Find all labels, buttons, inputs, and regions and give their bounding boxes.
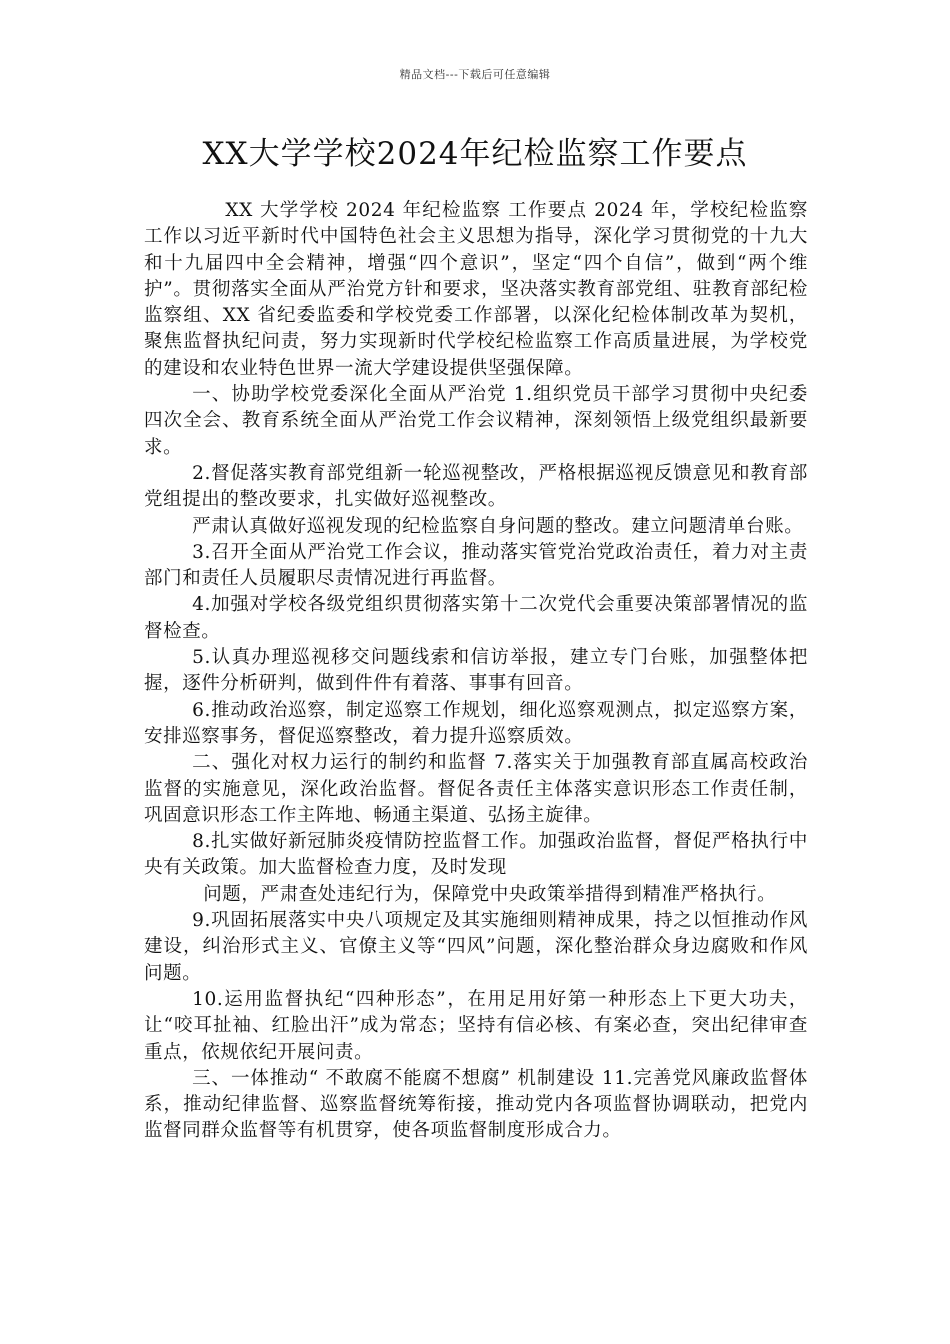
paragraph-item-2-continued: 严肃认真做好巡视发现的纪检监察自身问题的整改。建立问题清单台账。 [192, 515, 804, 537]
paragraph-intro: XX 大学学校 2024 年纪检监察 工作要点 2024 年，学校纪检监察工作以习近平新时代中国特色社会主义思想为指导，深化学习贯彻党的十九大和十九届四中全会精神，增强“四个意识”，坚定“四个自信”，做到“两个维护”。贯彻落实全面从严治党方针和要求，坚决落实教育部党组、驻教育部纪检监察组、XX 省纪委监委和学校党委工作部署，以深化纪检体制改革为契机，聚焦监督执纪问责，努力实现新时代学校纪检监察工作高质量进展，为学校党的建设和农业特色世界一流大学建设提供坚强保障。 [144, 200, 808, 379]
header-note: 精品文档---下载后可任意编辑 [399, 68, 551, 81]
paragraph-section-2: 二、强化对权力运行的制约和监督 7.落实关于加强教育部直属高校政治监督的实施意见，深化政治监督。督促各责任主体落实意识形态工作责任制，巩固意识形态工作主阵地、畅通主渠道、弘扬主旋律。 [144, 752, 808, 826]
paragraph-item-5: 5.认真办理巡视移交问题线索和信访举报，建立专门台账，加强整体把握，逐件分析研判，做到件件有着落、事事有回音。 [144, 647, 808, 695]
paragraph-item-9: 9.巩固拓展落实中央八项规定及其实施细则精神成果，持之以恒推动作风建设，纠治形式主义、官僚主义等“四风”问题，深化整治群众身边腐败和作风问题。 [144, 910, 808, 984]
paragraph-item-4: 4.加强对学校各级党组织贯彻落实第十二次党代会重要决策部署情况的监督检查。 [144, 594, 808, 642]
document-title: XX大学学校2024年纪检监察工作要点 [202, 136, 748, 172]
paragraph-item-3: 3.召开全面从严治党工作会议，推动落实管党治党政治责任，着力对主责部门和责任人员履职尽责情况进行再监督。 [144, 541, 808, 590]
document-body [144, 198, 808, 1145]
paragraph-item-6: 6.推动政治巡察，制定巡察工作规划，细化巡察观测点，拟定巡察方案，安排巡察事务，督促巡察整改，着力提升巡察质效。 [144, 699, 808, 747]
paragraph-item-8-continued: 问题，严肃查处违纪行为，保障党中央政策举措得到精准严格执行。 [203, 883, 777, 905]
paragraph-section-1: 一、协助学校党委深化全面从严治党 1.组织党员干部学习贯彻中央纪委四次全会、教育系统全面从严治党工作会议精神，深刻领悟上级党组织最新要求。 [144, 384, 808, 458]
paragraph-item-10: 10.运用监督执纪“四种形态”，在用足用好第一种形态上下更大功夫，让“咬耳扯袖、红脸出汗”成为常态；坚持有信必核、有案必查，突出纪律审查重点，依规依纪开展问责。 [144, 988, 808, 1063]
paragraph-item-8: 8.扎实做好新冠肺炎疫情防控监督工作。加强政治监督，督促严格执行中央有关政策。加大监督检查力度，及时发现 [144, 831, 808, 879]
paragraph-item-2: 2.督促落实教育部党组新一轮巡视整改，严格根据巡视反馈意见和教育部党组提出的整改要求，扎实做好巡视整改。 [144, 462, 808, 511]
paragraph-section-3: 三、一体推动“ 不敢腐不能腐不想腐” 机制建设 11.完善党风廉政监督体系，推动纪律监督、巡察监督统筹衔接，推动党内各项监督协调联动，把党内监督同群众监督等有机贯穿，使各项监督制度形成合力。 [144, 1067, 808, 1142]
